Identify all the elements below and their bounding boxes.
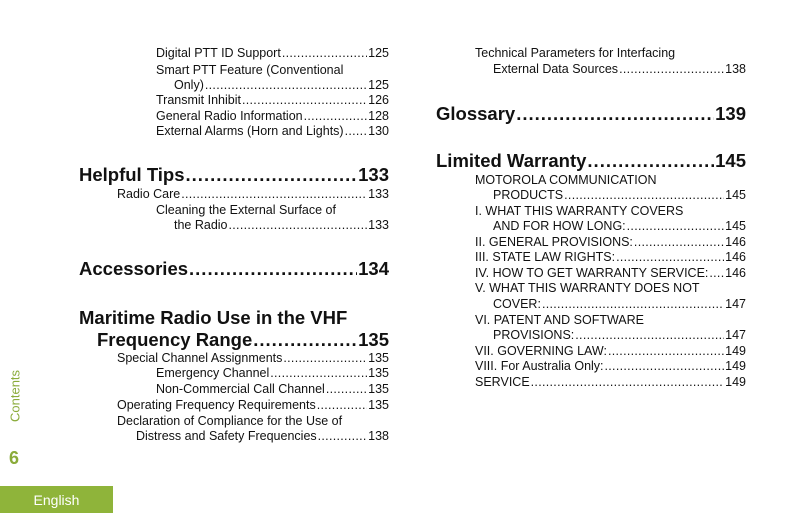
toc-page-number: 125 [368,46,389,60]
dot-leader [627,219,724,234]
toc-entry-general-radio-info[interactable] [156,109,389,124]
toc-page-number: 146 [725,235,746,249]
toc-page-number: 135 [368,398,389,412]
toc-entry-label: the Radio [174,218,228,232]
toc-heading-label: Limited Warranty [436,150,587,171]
toc-entry-label: External Alarms (Horn and Lights) [156,124,344,138]
toc-entry-label: Digital PTT ID Support [156,46,281,60]
toc-entry-non-commercial[interactable] [156,382,389,397]
toc-page-number: 139 [715,103,746,124]
dot-leader [516,103,714,125]
toc-page-number: 135 [358,329,389,350]
toc-heading-accessories[interactable] [79,258,389,280]
dot-leader [229,218,368,233]
toc-page-number: 147 [725,297,746,311]
toc-entry-governing-law[interactable] [475,344,746,359]
dot-leader [304,109,368,124]
toc-page-number: 133 [358,164,389,185]
dot-leader [270,366,367,381]
dot-leader [634,235,724,250]
toc-entry-patent[interactable] [493,328,746,343]
toc-entry-label: II. GENERAL PROVISIONS: [475,235,633,249]
toc-entry-operating-frequency[interactable] [117,398,389,413]
dot-leader [608,344,724,359]
toc-entry-label: Radio Care [117,187,181,201]
dot-leader [345,124,368,139]
dot-leader [318,429,368,444]
toc-entry-label: Non-Commercial Call Channel [156,382,325,396]
toc-page-number: 145 [725,188,746,202]
toc-entry-covers-line1[interactable]: I. WHAT THIS WARRANTY COVERS [475,204,684,218]
toc-entry-general-provisions[interactable] [475,235,746,250]
toc-entry-motorola[interactable] [493,188,746,203]
toc-entry-label: VII. GOVERNING LAW: [475,344,607,358]
dot-leader [181,187,367,202]
dot-leader [186,164,358,186]
toc-entry-label: General Radio Information [156,109,303,123]
toc-entry-label: VIII. For Australia Only: [475,359,604,373]
toc-page-number: 135 [368,351,389,365]
toc-entry-digital-ptt-id[interactable] [156,46,389,61]
toc-page-number: 134 [358,258,389,279]
toc-entry-label: Only) [174,78,204,92]
toc-page-number: 149 [725,375,746,389]
toc-entry-service[interactable] [475,375,746,390]
toc-entry-not-cover-line1[interactable]: V. WHAT THIS WARRANTY DOES NOT [475,281,700,295]
toc-entry-declaration[interactable] [136,429,389,444]
dot-leader [619,62,724,77]
toc-entry-australia[interactable] [475,359,746,374]
dot-leader [616,250,724,265]
toc-page-number: 145 [715,150,746,171]
toc-heading-maritime[interactable] [97,329,389,351]
dot-leader [283,351,367,366]
toc-page-number: 135 [368,366,389,380]
toc-entry-label: Emergency Channel [156,366,270,380]
toc-entry-radio-care[interactable] [117,187,389,202]
toc-entry-label: PRODUCTS [493,188,564,202]
toc-heading-label: Frequency Range [97,329,253,350]
dot-leader [587,150,714,172]
toc-entry-patent-line1[interactable]: VI. PATENT AND SOFTWARE [475,313,645,327]
toc-entry-declaration-line1[interactable]: Declaration of Compliance for the Use of [117,414,343,428]
toc-entry-label: Distress and Safety Frequencies [136,429,317,443]
dot-leader [242,93,367,108]
toc-entry-label: Transmit Inhibit [156,93,241,107]
toc-entry-covers[interactable] [493,219,746,234]
toc-entry-state-law[interactable] [475,250,746,265]
dot-leader [317,398,367,413]
toc-page-number: 133 [368,187,389,201]
toc-page-number: 128 [368,109,389,123]
toc-entry-technical-line1[interactable]: Technical Parameters for Interfacing [475,46,676,60]
toc-entry-label: External Data Sources [493,62,619,76]
toc-entry-label: Operating Frequency Requirements [117,398,316,412]
dot-leader [189,258,357,280]
toc-entry-label: AND FOR HOW LONG: [493,219,626,233]
dot-leader [564,188,724,203]
toc-entry-motorola-line1[interactable]: MOTOROLA COMMUNICATION [475,173,657,187]
page-number: 6 [9,448,20,468]
dot-leader [282,46,367,61]
toc-entry-label: IV. HOW TO GET WARRANTY SERVICE: [475,266,709,280]
toc-heading-helpful-tips[interactable] [79,164,389,186]
toc-entry-label: Special Channel Assignments [117,351,283,365]
toc-entry-not-cover[interactable] [493,297,746,312]
toc-page-number: 146 [725,250,746,264]
toc-heading-label: Accessories [79,258,189,279]
toc-entry-emergency-channel[interactable] [156,366,389,381]
toc-page-number: 138 [725,62,746,76]
toc-heading-label: Helpful Tips [79,164,185,185]
toc-entry-label: III. STATE LAW RIGHTS: [475,250,616,264]
language-label: English [33,491,80,508]
toc-entry-smart-ptt[interactable] [174,78,389,93]
toc-entry-how-to-get-service[interactable] [475,266,746,281]
toc-heading-maritime-line1[interactable]: Maritime Radio Use in the VHF [79,307,348,328]
toc-entry-special-channel[interactable] [117,351,389,366]
toc-heading-label: Glossary [436,103,516,124]
toc-heading-limited-warranty[interactable] [436,150,746,172]
dot-leader [205,78,367,93]
toc-page-number: 149 [725,359,746,373]
toc-entry-external-alarms[interactable] [156,124,389,139]
dot-leader [605,359,725,374]
toc-page-number: 133 [368,218,389,232]
dot-leader [709,266,724,281]
toc-entry-label: SERVICE [475,375,530,389]
toc-page-number: 126 [368,93,389,107]
language-tab [0,486,113,513]
dot-leader [326,382,367,397]
toc-page-number: 135 [368,382,389,396]
toc-page-number: 125 [368,78,389,92]
toc-entry-smart-ptt-line1[interactable]: Smart PTT Feature (Conventional [156,63,344,77]
toc-page-number: 138 [368,429,389,443]
toc-page-number: 145 [725,219,746,233]
toc-entry-cleaning[interactable] [174,218,389,233]
toc-heading-glossary[interactable] [436,103,746,125]
toc-page-number: 130 [368,124,389,138]
toc-entry-transmit-inhibit[interactable] [156,93,389,108]
toc-page-number: 147 [725,328,746,342]
toc-entry-technical[interactable] [493,62,746,77]
dot-leader [253,329,357,351]
toc-entry-cleaning-line1[interactable]: Cleaning the External Surface of [156,203,336,217]
section-label-contents: Contents [7,369,23,423]
toc-entry-label: PROVISIONS: [493,328,575,342]
toc-entry-label: COVER: [493,297,541,311]
dot-leader [542,297,724,312]
toc-page-number: 149 [725,344,746,358]
dot-leader [575,328,724,343]
dot-leader [531,375,724,390]
toc-page-number: 146 [725,266,746,280]
